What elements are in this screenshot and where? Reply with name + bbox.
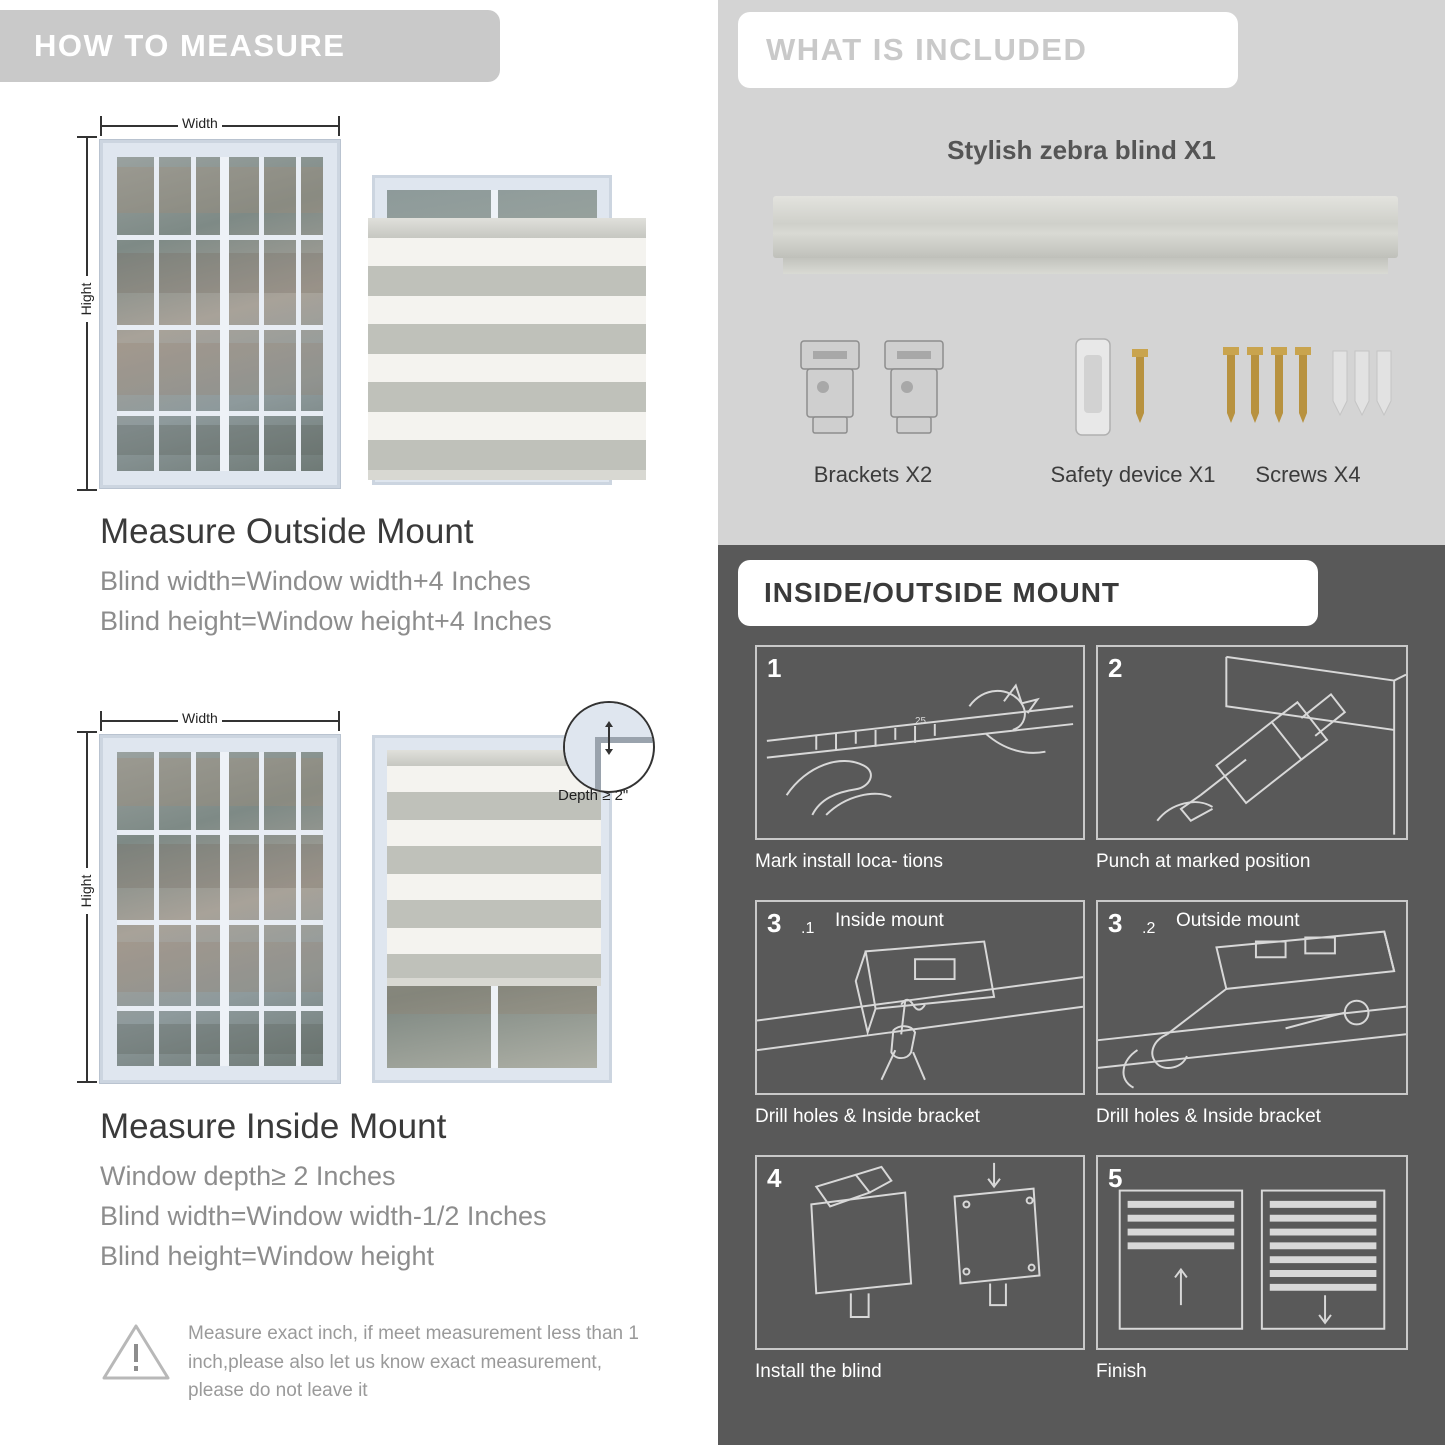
inside-mount-line-1: Blind width=Window width-1/2 Inches (100, 1201, 547, 1231)
right-column (718, 0, 1445, 1445)
inside-width-label: Width (178, 710, 222, 726)
step-4-image (755, 1155, 1085, 1350)
safety-device-label: Safety device X1 (1050, 462, 1216, 487)
window-glass-inside (117, 752, 323, 1066)
inside-width-dimension (100, 709, 340, 731)
step-3-2-sub: .2 (1142, 920, 1156, 937)
brackets-image (793, 335, 953, 440)
inside-outside-mount-header (738, 560, 1318, 626)
measurement-note-text: Measure exact inch, if meet measurement less than 1 inch,please also let us know exact measurement, please do not leave it (188, 1323, 639, 1401)
outside-mount-line-1: Blind height=Window height+4 Inches (100, 606, 552, 636)
window-glass (117, 157, 323, 471)
step-4-caption: Install the blind (755, 1361, 882, 1382)
screws-label: Screws X4 (1255, 462, 1361, 487)
step-5-image (1096, 1155, 1408, 1350)
window-inside-illustration (100, 735, 340, 1083)
inside-mount-title: Measure Inside Mount (100, 1107, 447, 1146)
inside-height-label: Hight (78, 868, 94, 914)
outside-height-label: Hight (78, 276, 94, 322)
how-to-measure-header (0, 10, 500, 82)
safety-device-image (1058, 335, 1208, 440)
step-3-1-caption: Drill holes & Inside bracket (755, 1106, 980, 1127)
what-is-included-panel (718, 0, 1445, 545)
step-1-image (755, 645, 1085, 840)
inside-height-dimension (75, 731, 97, 1083)
svg-text:25: 25 (915, 716, 927, 728)
step-2-caption: Punch at marked position (1096, 851, 1311, 872)
step-3-2-inline-label: Outside mount (1176, 910, 1300, 931)
product-title: Stylish zebra blind X1 (947, 135, 1216, 165)
warning-icon (100, 1320, 172, 1384)
what-is-included-title: WHAT IS INCLUDED (766, 32, 1088, 67)
how-to-measure-column (0, 0, 718, 1445)
outside-mount-title: Measure Outside Mount (100, 512, 474, 551)
step-3-1-sub: .1 (801, 920, 815, 937)
inside-outside-mount-title: INSIDE/OUTSIDE MOUNT (764, 577, 1121, 608)
step-5-number: 5 (1108, 1163, 1123, 1193)
outside-width-dimension (100, 114, 340, 136)
step-3-2-image (1096, 900, 1408, 1095)
step-3-2-caption: Drill holes & Inside bracket (1096, 1106, 1321, 1127)
step-5-caption: Finish (1096, 1361, 1147, 1382)
step-1-caption: Mark install loca- tions (755, 851, 943, 872)
screws-image (1213, 335, 1398, 440)
zebra-blind-inside (387, 750, 601, 986)
inside-mount-block (0, 695, 718, 1295)
step-1-number: 1 (767, 653, 782, 683)
step-2-image (1096, 645, 1408, 840)
outside-mount-block (0, 100, 718, 640)
step-3-1-image (755, 900, 1085, 1095)
zebra-blind-outside (368, 218, 646, 486)
how-to-measure-title: HOW TO MEASURE (34, 28, 346, 63)
inside-outside-mount-panel (718, 545, 1445, 1445)
zebra-blind-rail (773, 196, 1398, 258)
outside-height-dimension (75, 136, 97, 491)
brackets-label: Brackets X2 (813, 462, 933, 487)
step-3-2-number: 3 (1108, 908, 1123, 938)
step-3-1-number: 3 (767, 908, 782, 938)
step-4-number: 4 (767, 1163, 782, 1193)
inside-mount-line-0: Window depth≥ 2 Inches (100, 1161, 396, 1191)
outside-width-label: Width (178, 115, 222, 131)
what-is-included-header (738, 12, 1238, 88)
window-outside-illustration (100, 140, 340, 488)
outside-mount-line-0: Blind width=Window width+4 Inches (100, 566, 531, 596)
step-3-1-inline-label: Inside mount (835, 910, 944, 931)
depth-label: Depth ≥ 2" (558, 787, 629, 804)
inside-mount-line-2: Blind height=Window height (100, 1241, 434, 1271)
measurement-note (100, 1320, 660, 1406)
step-2-number: 2 (1108, 653, 1123, 683)
depth-callout-circle (563, 701, 655, 793)
